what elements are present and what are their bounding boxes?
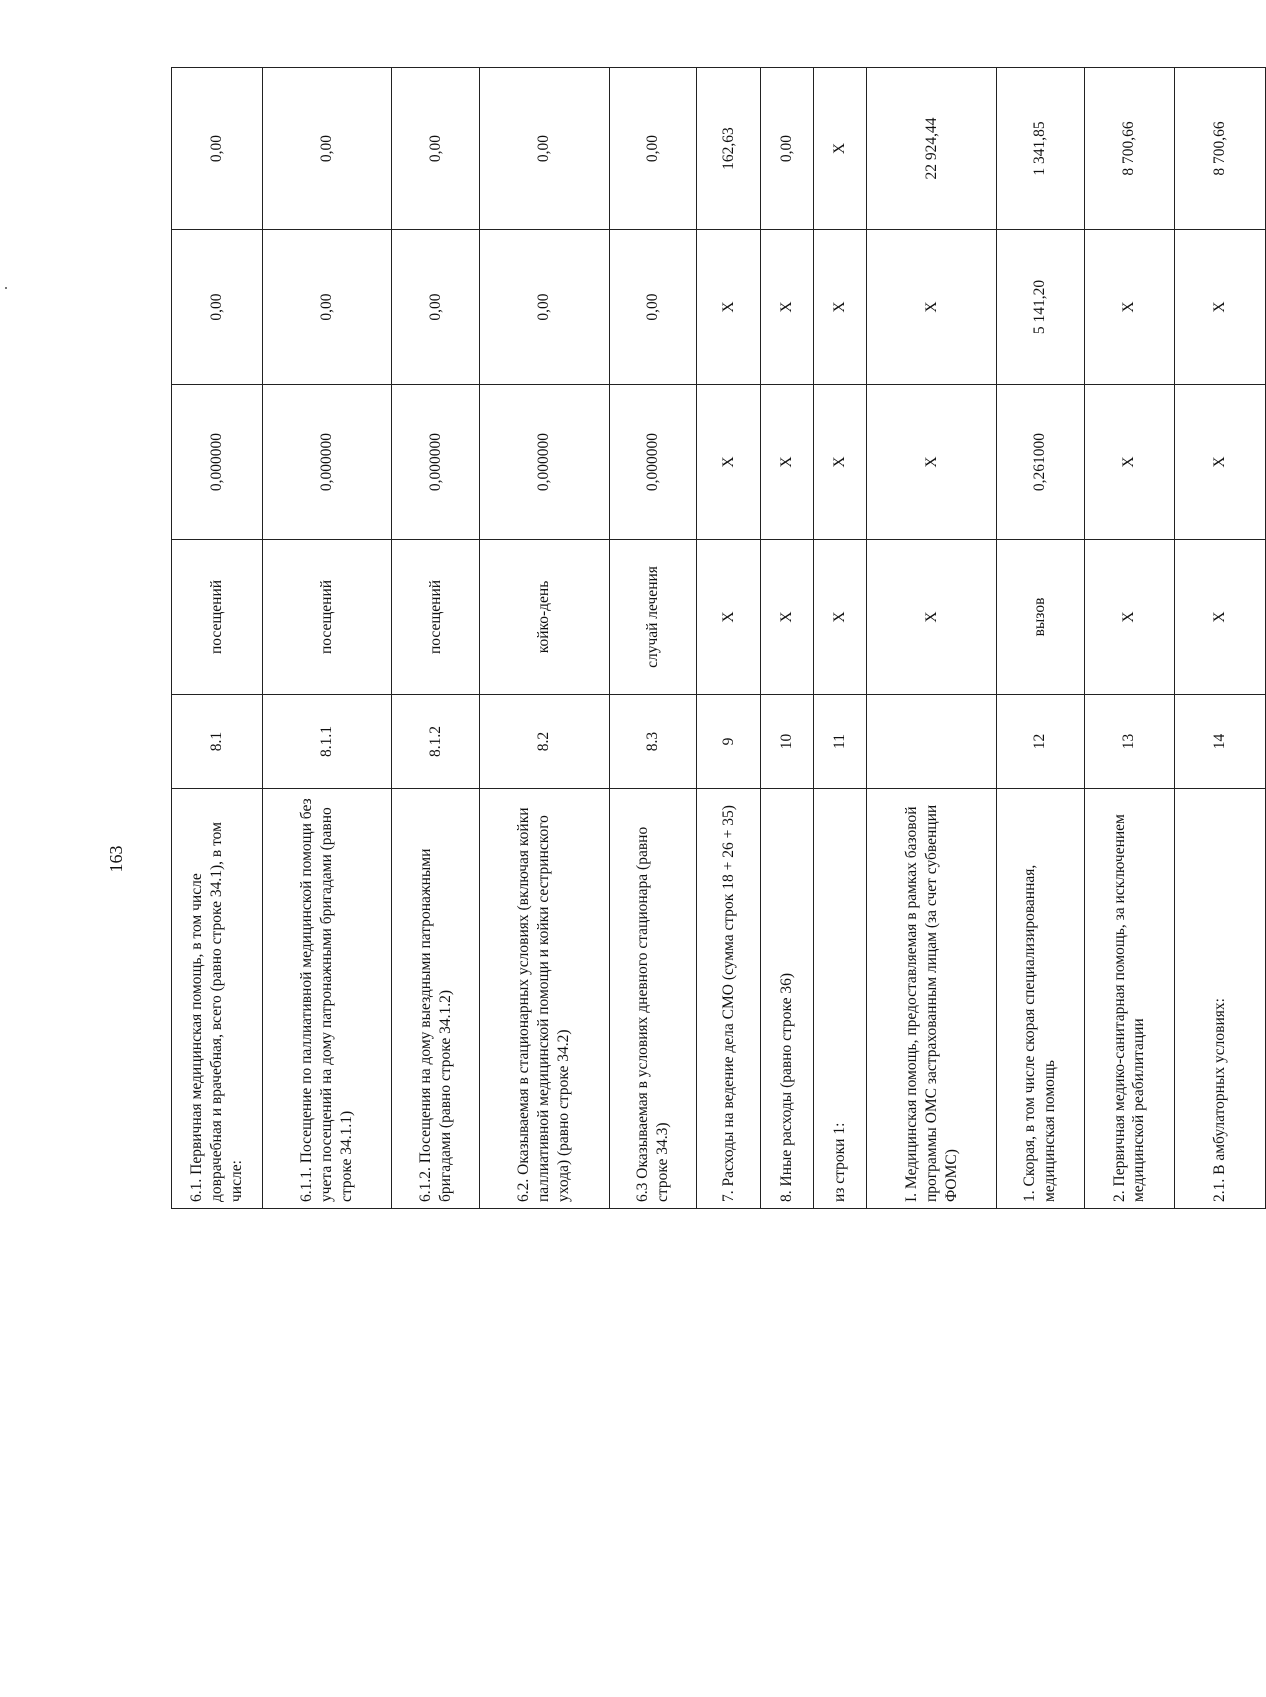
table-row [1175,68,1266,1209]
table-row [814,68,867,1209]
row-name-cell: 2.1. В амбулаторных условиях: [1175,789,1266,1209]
row-cost-cell: X [1175,230,1266,385]
row-per-capita-cell: 0,00 [172,68,263,230]
row-cost-cell: X [814,230,867,385]
row-cost-cell: 0,00 [262,230,392,385]
row-name-cell: из строки 1: [814,789,867,1209]
row-code-cell: 12 [997,695,1084,789]
table-row [479,68,609,1209]
row-name-cell: 8. Иные расходы (равно строке 36) [761,789,814,1209]
row-cost-cell: X [761,230,814,385]
row-code-cell: 8.1.2 [392,695,479,789]
row-per-capita-cell: X [814,68,867,230]
row-name-cell: 6.1.2. Посещения на дому выездными патронажными бригадами (равно строке 34.1.2) [392,789,479,1209]
row-name-cell: 6.1.1. Посещение по паллиативной медицинской помощи без учета посещений на дому патронажными бригадами (равно строке 34.1.1) [262,789,392,1209]
row-name-cell: I. Медицинская помощь, предоставляемая в рамках базовой программы ОМС застрахованным лицам (за счет субвенции ФОМС) [867,789,997,1209]
table-row [761,68,814,1209]
row-unit-cell: X [761,540,814,695]
row-volume-cell: 0,000000 [609,385,696,540]
row-volume-cell: X [867,385,997,540]
row-volume-cell: X [1175,385,1266,540]
row-per-capita-cell: 0,00 [479,68,609,230]
row-unit-cell: вызов [997,540,1084,695]
row-code-cell: 13 [1084,695,1175,789]
row-unit-cell: посещений [172,540,263,695]
row-per-capita-cell: 22 924,44 [867,68,997,230]
row-unit-cell: посещений [392,540,479,695]
row-per-capita-cell: 0,00 [392,68,479,230]
row-cost-cell: 0,00 [609,230,696,385]
row-per-capita-cell: 8 700,66 [1084,68,1175,230]
row-unit-cell: койко-день [479,540,609,695]
row-volume-cell: 0,000000 [262,385,392,540]
row-name-cell: 6.1. Первичная медицинская помощь, в том числе доврачебная и врачебная, всего (равно строке 34.1), в том числе: [172,789,263,1209]
table-row [1084,68,1175,1209]
row-code-cell: 8.1 [172,695,263,789]
row-code-cell: 11 [814,695,867,789]
row-code-cell: 8.3 [609,695,696,789]
row-volume-cell: X [814,385,867,540]
row-unit-cell: X [867,540,997,695]
row-code-cell: 9 [697,695,761,789]
table-row [867,68,997,1209]
row-cost-cell: X [697,230,761,385]
table-row [172,68,263,1209]
row-name-cell: 7. Расходы на ведение дела СМО (сумма строк 18 + 26 + 35) [697,789,761,1209]
row-unit-cell: X [697,540,761,695]
rotated-table-wrapper [171,68,1266,1209]
row-per-capita-cell: 0,00 [761,68,814,230]
row-volume-cell: X [761,385,814,540]
row-cost-cell: X [1084,230,1175,385]
row-cost-cell: X [867,230,997,385]
row-volume-cell: 0,000000 [479,385,609,540]
row-volume-cell: X [697,385,761,540]
row-cost-cell: 0,00 [479,230,609,385]
row-volume-cell: X [1084,385,1175,540]
row-unit-cell: X [814,540,867,695]
row-code-cell: 8.1.1 [262,695,392,789]
row-unit-cell: X [1084,540,1175,695]
row-name-cell: 1. Скорая, в том числе скорая специализированная, медицинская помощь [997,789,1084,1209]
row-unit-cell: посещений [262,540,392,695]
row-code-cell: 14 [1175,695,1266,789]
row-per-capita-cell: 162,63 [697,68,761,230]
row-name-cell: 6.3 Оказываемая в условиях дневного стационара (равно строке 34.3) [609,789,696,1209]
row-name-cell: 6.2. Оказываемая в стационарных условиях (включая койки паллиативной медицинской помощи и койки сестринского ухода) (равно строке 34.2) [479,789,609,1209]
row-cost-cell: 5 141,20 [997,230,1084,385]
row-code-cell [867,695,997,789]
row-unit-cell: случай лечения [609,540,696,695]
table-row [697,68,761,1209]
row-per-capita-cell: 0,00 [609,68,696,230]
row-volume-cell: 0,000000 [392,385,479,540]
row-per-capita-cell: 8 700,66 [1175,68,1266,230]
row-cost-cell: 0,00 [172,230,263,385]
row-per-capita-cell: 1 341,85 [997,68,1084,230]
table-body [172,68,1266,1209]
row-name-cell: 2. Первичная медико-санитарная помощь, за исключением медицинской реабилитации [1084,789,1175,1209]
row-volume-cell: 0,261000 [997,385,1084,540]
scan-speck [5,287,7,289]
row-code-cell: 10 [761,695,814,789]
row-volume-cell: 0,000000 [172,385,263,540]
row-per-capita-cell: 0,00 [262,68,392,230]
table-row [609,68,696,1209]
table-row [997,68,1084,1209]
row-cost-cell: 0,00 [392,230,479,385]
table-row [392,68,479,1209]
row-code-cell: 8.2 [479,695,609,789]
row-unit-cell: X [1175,540,1266,695]
financing-table [171,67,1266,1209]
table-row [262,68,392,1209]
page-number: 163 [106,845,126,873]
